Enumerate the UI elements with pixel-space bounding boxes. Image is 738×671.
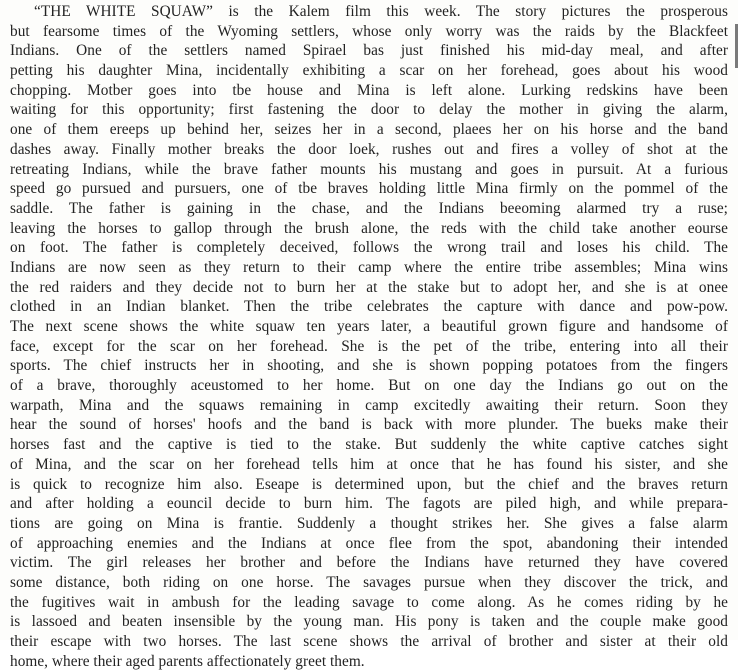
text-line: clothed in an Indian blanket. Then the tribe celebrates the capture with dance and pow-pow. (10, 298, 728, 316)
text-line: retreating Indians, while the brave father mounts his mustang and goes in pursuit. At a furious (10, 160, 728, 178)
text-line: hear the sound of horses' hoofs and the band is back with more plunder. The bueks make their (10, 416, 728, 434)
text-line: and after holding a eouncil decide to burn him. The fagots are piled high, and while prepara- (10, 495, 728, 513)
text-line: tions are going on Mina is frantie. Suddenly a thought strikes her. She gives a false alarm (10, 514, 728, 532)
text-line: The next scene shows the white squaw ten years later, a beautiful grown figure and handsome of (10, 318, 728, 335)
text-line: chopping. Motber goes into tbe house and Mina is left alone. Lurking redskins have been (10, 81, 728, 99)
text-line: one of them ereeps up behind her, seizes her in a second, plaees her on his horse and the band (10, 121, 728, 139)
text-line: face, except for the scar on her forehead. She is the pet of the tribe, entering into all their (10, 337, 728, 355)
text-line: victim. The girl releases her brother and before the Indians have returned they have covered (10, 554, 728, 572)
text-line: Indians are now seen as they return to their camp where the entire tribe assembles; Mina wins (10, 258, 728, 276)
text-line: saddle. The father is gaining in the chase, and the Indians beeoming alarmed try a ruse; (10, 199, 728, 217)
text-line: waiting for this opportunity; first fastening the door to delay the mother in giving the alarm, (10, 101, 728, 119)
text-line: of approaching enemies and the Indians at once flee from the spot, abandoning their intended (10, 534, 728, 552)
text-line: their escape with two horses. The last scene shows the arrival of brother and sister at their old (10, 633, 728, 650)
text-line: of Mina, and the scar on her forehead tells him at once that he has found his sister, and she (10, 455, 728, 473)
text-line: speed go pursued and pursuers, one of tbe braves holding little Mina firmly on the pommel of the (10, 180, 728, 198)
text-line: is quick to recognize him also. Eseape is determined upon, but the chief and the braves return (10, 475, 728, 493)
text-line: horses fast and the captive is tied to the stake. But suddenly the white captive catches sight (10, 436, 728, 454)
text-line: on foot. The father is completely deceived, follows the wrong trail and loses his child. The (10, 239, 728, 257)
text-line: some distance, both riding on one horse. The savages pursue when they discover the trick, and (10, 573, 728, 591)
text-line: “THE WHITE SQUAW” is the Kalem film this week. The story pictures the prosperous (34, 3, 728, 20)
text-line: but fearsome times of the Wyoming settlers, whose only worry was the raids by the Blackfeet (10, 22, 728, 40)
text-line: is lassoed and beaten insensible by the young man. His pony is taken and the couple make good (10, 613, 728, 631)
text-line: the red raiders and they decide not to burn her at the stake but to adopt her, and she is at onee (10, 278, 728, 296)
text-line: petting his daughter Mina, incidentally exhibiting a scar on her forehead, goes about his wood (10, 62, 728, 80)
text-line: Indians. One of the settlers named Spirael bas just finished his mid-day meal, and after (10, 42, 728, 60)
text-line: home, where their aged parents affectionately greet them. (10, 652, 365, 670)
text-line: the fugitives wait in ambush for the leading savage to come along. As he comes riding by he (10, 593, 728, 611)
text-line: of a brave, thoroughly aceustomed to her home. But on one day the Indians go out on the (10, 377, 728, 395)
text-line: leaving the horses to gallop through the brush alone, the reds with the child take another eourse (10, 219, 728, 237)
text-line: sports. The chief instructs her in shooting, and she is shown popping potatoes from the fingers (10, 357, 728, 375)
text-line: warpath, Mina and the squaws remaining in camp excitedly awaiting their return. Soon they (10, 396, 728, 414)
text-line: dashes away. Finally mother breaks the door loek, rushes out and fires a volley of shot at the (10, 140, 728, 158)
article-text (10, 2, 728, 671)
